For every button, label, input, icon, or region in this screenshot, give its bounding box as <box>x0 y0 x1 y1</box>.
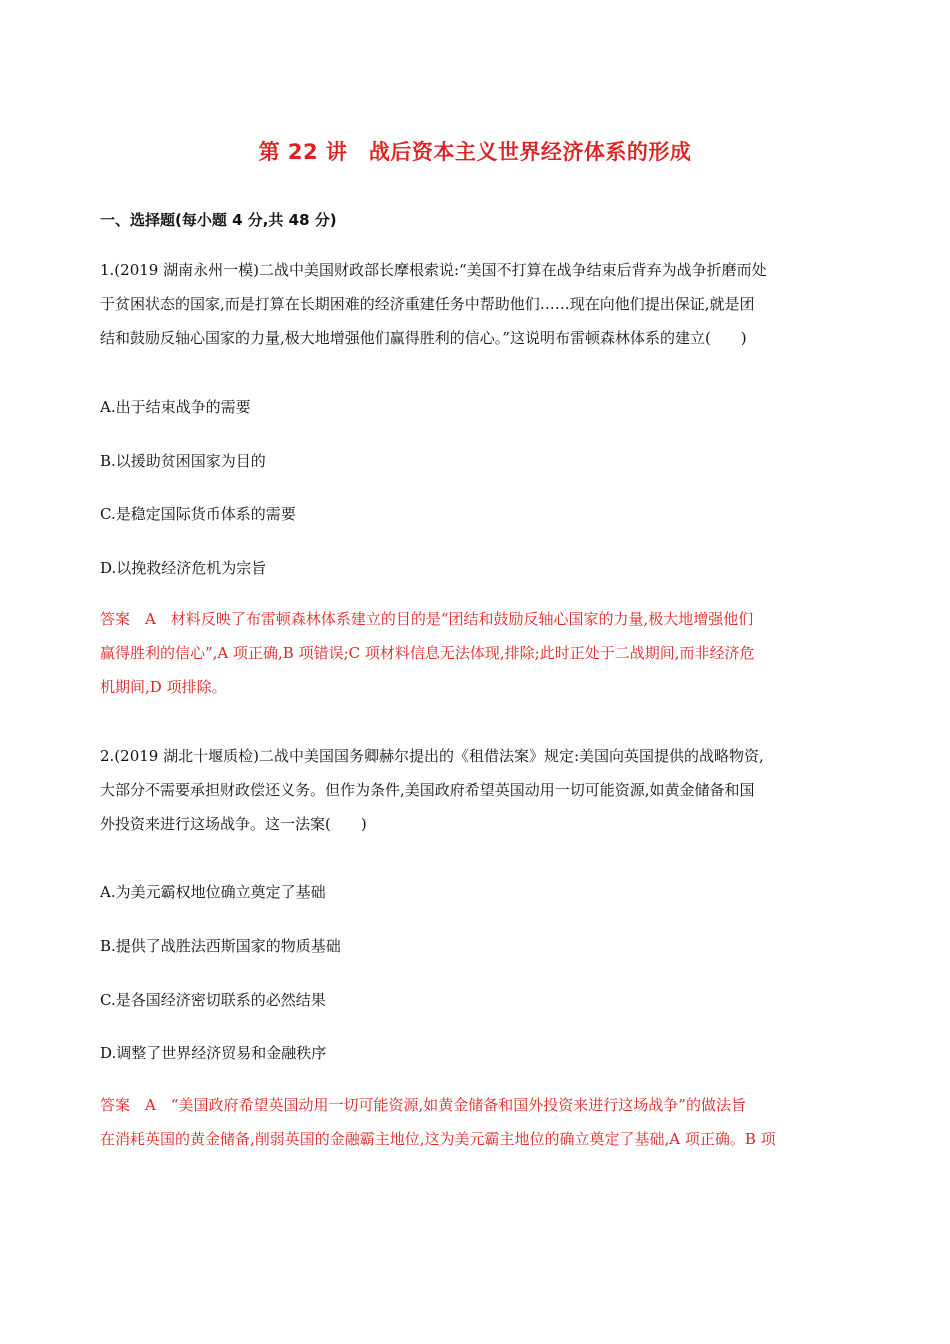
answer-line: 机期间,D 项排除。 <box>100 678 227 696</box>
stem-line: 外投资来进行这场战争。这一法案( ) <box>100 815 367 833</box>
answer-line: 答案 A 材料反映了布雷顿森林体系建立的目的是“团结和鼓励反轴心国家的力量,极大地增强他们 <box>100 610 754 628</box>
stem-line: 于贫困状态的国家,而是打算在长期困难的经济重建任务中帮助他们……现在向他们提出保证,就是团 <box>100 295 755 313</box>
question-2-option-a: A.为美元霸权地位确立奠定了基础 <box>100 883 326 901</box>
section-heading: 一、选择题(每小题 4 分,共 48 分) <box>100 211 337 229</box>
answer-line: 答案 A “美国政府希望英国动用一切可能资源,如黄金储备和国外投资来进行这场战争”的做法旨 <box>100 1096 746 1114</box>
answer-line: 在消耗英国的黄金储备,削弱英国的金融霸主地位,这为美元霸主地位的确立奠定了基础,A 项正确。B 项 <box>100 1130 776 1148</box>
question-1-option-c: C.是稳定国际货币体系的需要 <box>100 505 296 523</box>
page-title: 第 22 讲 战后资本主义世界经济体系的形成 <box>258 140 692 164</box>
question-1-answer <box>100 602 860 704</box>
answer-line: 赢得胜利的信心”,A 项正确,B 项错误;C 项材料信息无法体现,排除;此时正处于二战期间,而非经济危 <box>100 644 755 662</box>
question-2-option-d: D.调整了世界经济贸易和金融秩序 <box>100 1044 327 1062</box>
stem-line: 1.(2019 湖南永州一模)二战中美国财政部长摩根索说:“美国不打算在战争结束后背弃为战争折磨而处 <box>100 261 767 279</box>
question-1-stem <box>100 253 860 355</box>
question-1-option-d: D.以挽救经济危机为宗旨 <box>100 559 267 577</box>
stem-line: 2.(2019 湖北十堰质检)二战中美国国务卿赫尔提出的《租借法案》规定:美国向英国提供的战略物资, <box>100 747 764 765</box>
question-2-option-c: C.是各国经济密切联系的必然结果 <box>100 991 326 1009</box>
question-2-option-b: B.提供了战胜法西斯国家的物质基础 <box>100 937 341 955</box>
question-2-stem <box>100 739 860 841</box>
question-2-answer <box>100 1088 860 1156</box>
question-1-option-a: A.出于结束战争的需要 <box>100 398 251 416</box>
question-1-option-b: B.以援助贫困国家为目的 <box>100 452 266 470</box>
stem-line: 结和鼓励反轴心国家的力量,极大地增强他们赢得胜利的信心。”这说明布雷顿森林体系的建立( ) <box>100 329 747 347</box>
stem-line: 大部分不需要承担财政偿还义务。但作为条件,美国政府希望英国动用一切可能资源,如黄金储备和国 <box>100 781 755 799</box>
